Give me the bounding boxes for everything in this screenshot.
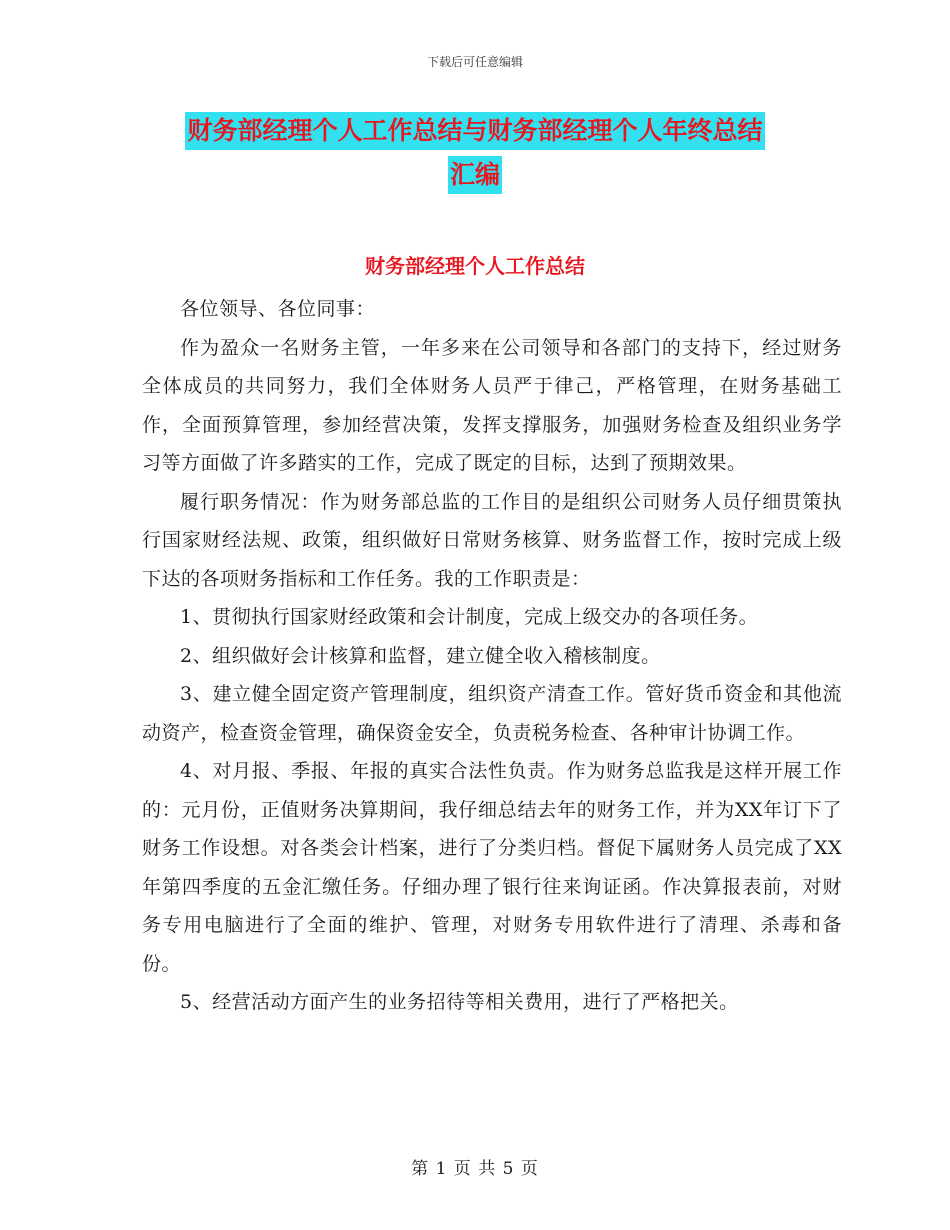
paragraph: 履行职务情况：作为财务部总监的工作目的是组织公司财务人员仔细贯策执行国家财经法规、政策，组织做好日常财务核算、财务监督工作，按时完成上级下达的各项财务指标和工作任务。我的工作职责是：	[142, 490, 842, 590]
page-footer: 第 1 页 共 5 页	[411, 1159, 539, 1179]
paragraph: 各位领导、各位同事：	[180, 298, 376, 320]
paragraph: 4、对月报、季报、年报的真实合法性负责。作为财务总监我是这样开展工作的：元月份，正值财务决算期间，我仔细总结去年的财务工作，并为XX年订下了财务工作设想。对各类会计档案，进行了分类归档。督促下属财务人员完成了XX年第四季度的五金汇缴任务。仔细办理了银行往来询证函。作决算报表前，对财务专用电脑进行了全面的维护、管理，对财务专用软件进行了清理、杀毒和备份。	[142, 760, 842, 975]
paragraph: 作为盈众一名财务主管，一年多来在公司领导和各部门的支持下，经过财务全体成员的共同努力，我们全体财务人员严于律己，严格管理，在财务基础工作，全面预算管理，参加经营决策，发挥支撑服务，加强财务检查及组织业务学习等方面做了许多踏实的工作，完成了既定的目标，达到了预期效果。	[142, 336, 842, 474]
paragraph: 5、经营活动方面产生的业务招待等相关费用，进行了严格把关。	[180, 991, 739, 1013]
paragraph: 1、贯彻执行国家财经政策和会计制度，完成上级交办的各项任务。	[180, 606, 759, 628]
section-title: 财务部经理个人工作总结	[365, 254, 585, 278]
paragraph: 2、组织做好会计核算和监督，建立健全收入稽核制度。	[180, 644, 661, 667]
title-line-2: 汇编	[448, 156, 502, 194]
document-title	[0, 112, 950, 200]
title-line-1: 财务部经理个人工作总结与财务部经理个人年终总结	[185, 112, 764, 150]
header-note: 下载后可任意编辑	[426, 55, 523, 69]
body-text	[142, 290, 842, 1022]
paragraph: 3、建立健全固定资产管理制度，组织资产清查工作。管好货币资金和其他流动资产，检查资金管理，确保资金安全，负责税务检查、各种审计协调工作。	[142, 683, 842, 744]
